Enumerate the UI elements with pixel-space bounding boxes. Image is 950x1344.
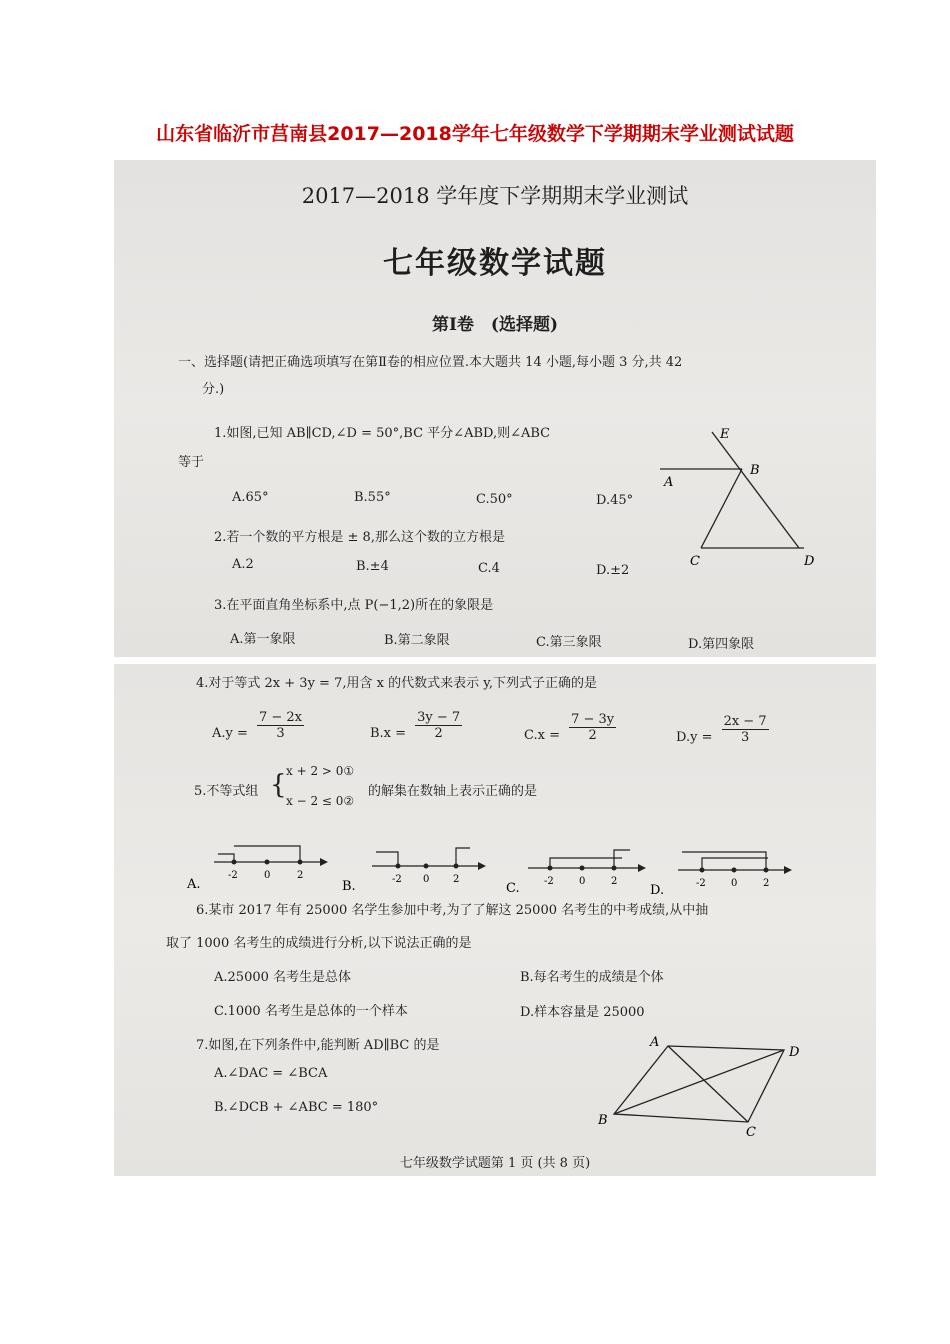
svg-text:-2: -2	[392, 874, 402, 885]
section-instruction-line2: 分.)	[202, 382, 225, 397]
q5-label-b: B.	[342, 879, 356, 894]
q4-option-b: $_{B.x =}$ $\frac{3y - 7}{2}$	[370, 710, 461, 741]
q5-inequality-1: x + 2 > 0①	[286, 764, 355, 778]
exam-photo-page-1	[114, 160, 876, 657]
q5-numberline-c	[502, 842, 665, 898]
question-4-text: 4.对于等式 2x + 3y = 7,用含 x 的代数式来表示 y,下列式子正确的是	[196, 676, 597, 691]
svg-text:-2: -2	[228, 870, 238, 881]
q1-option-c: C.50°	[476, 492, 513, 507]
question-7-text: 7.如图,在下列条件中,能判断 AD∥BC 的是	[196, 1038, 440, 1053]
fig2-label-b: B	[598, 1113, 608, 1128]
q5-label-a: A.	[187, 877, 201, 892]
q2-option-a: A.2	[232, 557, 254, 572]
svg-text:2: 2	[297, 870, 304, 881]
q4-option-d: $_{D.y =}$ $\frac{2x - 7}{3}$	[676, 714, 767, 745]
svg-text:2: 2	[611, 876, 618, 887]
section-instruction-line1: 一、选择题(请把正确选项填写在第Ⅱ卷的相应位置.本大题共 14 小题,每小题 3 分,共 42	[178, 355, 683, 370]
q7-option-a: A.∠DAC = ∠BCA	[214, 1066, 328, 1081]
q6-option-b: B.每名考生的成绩是个体	[520, 970, 664, 985]
q1-option-a: A.65°	[232, 490, 269, 505]
volume-title: 第Ⅰ卷 (选择题)	[431, 315, 559, 335]
figure-1-parallel-lines	[644, 420, 844, 580]
q4-option-a: $_{A.y =}$ $\frac{7 - 2x}{3}$	[212, 710, 303, 741]
q6-option-d: D.样本容量是 25000	[520, 1005, 645, 1020]
question-5-prefix: 5.不等式组	[194, 784, 259, 799]
fig2-label-a: A	[650, 1035, 660, 1050]
svg-text:0: 0	[264, 870, 271, 881]
q3-option-b: B.第二象限	[384, 633, 450, 648]
svg-text:2: 2	[453, 874, 460, 885]
fig1-label-c: C	[690, 554, 700, 569]
fig1-label-d: D	[804, 554, 815, 569]
q7-option-b: B.∠DCB + ∠ABC = 180°	[214, 1100, 379, 1115]
question-6-text: 6.某市 2017 年有 25000 名学生参加中考,为了了解这 25000 名考生的中考成绩,从中抽	[196, 903, 709, 918]
page-footer: 七年级数学试题第 1 页 (共 8 页)	[399, 1156, 591, 1171]
exam-header: 2017—2018 学年度下学期期末学业测试	[301, 184, 689, 208]
fig2-label-d: D	[789, 1045, 800, 1060]
fig1-label-b: B	[750, 463, 760, 478]
q2-option-c: C.4	[478, 561, 500, 576]
svg-text:2: 2	[763, 878, 770, 889]
q5-label-c: C.	[506, 881, 520, 896]
svg-text:-2: -2	[696, 878, 706, 889]
q6-option-a: A.25000 名考生是总体	[214, 970, 352, 985]
fig1-label-e: E	[720, 427, 730, 442]
fig2-label-c: C	[746, 1125, 756, 1140]
q5-numberline-d	[648, 844, 798, 900]
q5-label-d: D.	[650, 883, 665, 898]
fig1-label-a: A	[664, 475, 674, 490]
q1-option-d: D.45°	[596, 493, 634, 508]
q5-numberline-b	[342, 840, 492, 896]
exam-photo-page-2	[114, 664, 876, 1176]
figure-2-parallelogram	[584, 1032, 824, 1140]
question-6-text-cont: 取了 1000 名考生的成绩进行分析,以下说法正确的是	[166, 936, 472, 951]
q4-option-c: $_{C.x =}$ $\frac{7 - 3y}{2}$	[524, 712, 615, 743]
question-1-text: 1.如图,已知 AB∥CD,∠D = 50°,BC 平分∠ABD,则∠ABC	[214, 426, 551, 441]
q1-option-b: B.55°	[354, 490, 391, 505]
q2-option-b: B.±4	[356, 559, 389, 574]
svg-text:0: 0	[731, 878, 738, 889]
svg-text:-2: -2	[544, 876, 554, 887]
q6-option-c: C.1000 名考生是总体的一个样本	[214, 1004, 408, 1019]
q3-option-a: A.第一象限	[230, 632, 296, 647]
svg-text:0: 0	[423, 874, 430, 885]
q2-option-d: D.±2	[596, 563, 630, 578]
q5-brace: {	[270, 770, 287, 800]
document-title: 山东省临沂市莒南县2017—2018学年七年级数学下学期期末学业测试试题	[156, 123, 794, 145]
svg-text:0: 0	[579, 876, 586, 887]
question-3-text: 3.在平面直角坐标系中,点 P(−1,2)所在的象限是	[214, 598, 494, 613]
q3-option-d: D.第四象限	[688, 637, 755, 652]
q5-inequality-2: x − 2 ≤ 0②	[286, 794, 355, 808]
question-1-text-cont: 等于	[178, 455, 205, 470]
exam-title: 七年级数学试题	[383, 246, 607, 281]
question-5-suffix: 的解集在数轴上表示正确的是	[368, 784, 538, 799]
q3-option-c: C.第三象限	[536, 635, 602, 650]
question-2-text: 2.若一个数的平方根是 ± 8,那么这个数的立方根是	[214, 530, 505, 545]
q5-numberline-a	[184, 836, 334, 892]
